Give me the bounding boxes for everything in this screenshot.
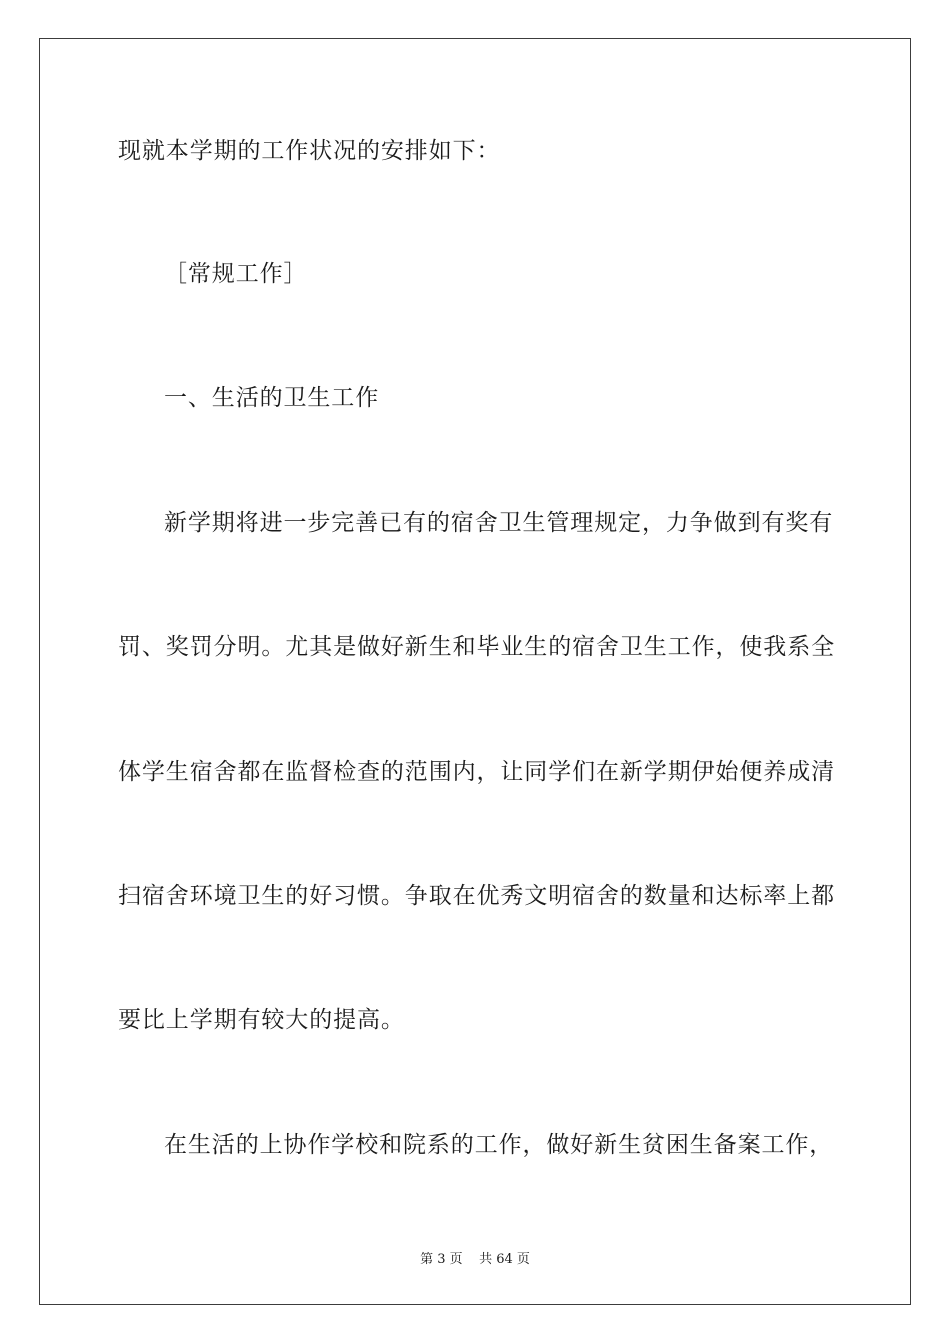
section-heading: ［常规工作］ <box>164 261 308 287</box>
text-line-intro: 现就本学期的工作状况的安排如下： <box>118 138 501 164</box>
paragraph-line: 罚、奖罚分明。尤其是做好新生和毕业生的宿舍卫生工作，使我系全 <box>118 634 835 660</box>
paragraph-line: 在生活的上协作学校和院系的工作，做好新生贫困生备案工作， <box>164 1132 834 1158</box>
paragraph-line: 要比上学期有较大的提高。 <box>118 1007 405 1033</box>
subsection-heading: 一、生活的卫生工作 <box>164 385 380 411</box>
page-number-footer: 第 3 页 共 64 页 <box>420 1252 530 1267</box>
page-border <box>39 38 911 1305</box>
paragraph-line: 体学生宿舍都在监督检查的范围内，让同学们在新学期伊始便养成清 <box>118 759 835 785</box>
paragraph-line: 新学期将进一步完善已有的宿舍卫生管理规定，力争做到有奖有 <box>164 510 834 536</box>
paragraph-line: 扫宿舍环境卫生的好习惯。争取在优秀文明宿舍的数量和达标率上都 <box>118 883 835 909</box>
